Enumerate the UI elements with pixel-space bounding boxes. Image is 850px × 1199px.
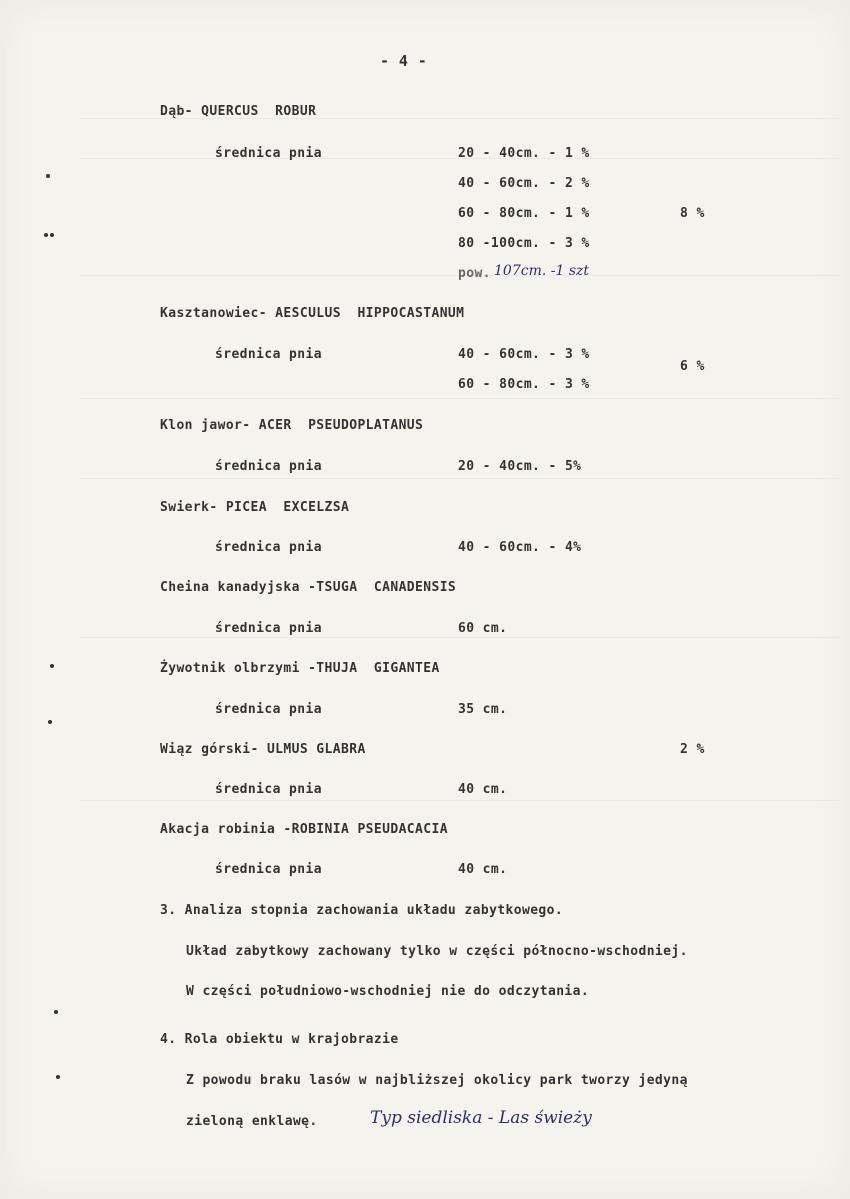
- handwritten-oak-note: 107cm. -1 szt: [494, 263, 590, 279]
- species-name-wych-elm: Wiąz górski- ULMUS GLABRA: [160, 742, 366, 757]
- species-name-hemlock: Cheina kanadyjska -TSUGA CANADENSIS: [160, 580, 457, 595]
- margin-mark: [44, 233, 48, 237]
- species-name-horse-chestnut: Kasztanowiec- AESCULUS HIPPOCASTANUM: [160, 306, 465, 321]
- species-name-oak: Dąb- QUERCUS ROBUR: [160, 104, 317, 119]
- show-through-line: [80, 800, 840, 801]
- diameter-range: 20 - 40cm. - 5%: [458, 459, 582, 474]
- section3-line1: Układ zabytkowy zachowany tylko w części północno-wschodniej.: [186, 944, 688, 959]
- diameter-value: 60 cm.: [458, 621, 508, 636]
- margin-mark: [46, 174, 50, 178]
- trunk-diameter-label: średnica pnia: [215, 621, 322, 636]
- species-name-giant-thuja: Żywotnik olbrzymi -THUJA GIGANTEA: [160, 661, 440, 676]
- diameter-range: 20 - 40cm. - 1 %: [458, 146, 590, 161]
- trunk-diameter-label: średnica pnia: [215, 782, 322, 797]
- species-total-percent: 2 %: [680, 742, 705, 757]
- diameter-range: 40 - 60cm. - 3 %: [458, 347, 590, 362]
- diameter-range: 80 -100cm. - 3 %: [458, 236, 590, 251]
- margin-mark: [50, 664, 54, 668]
- diameter-range: 40 - 60cm. - 2 %: [458, 176, 590, 191]
- species-total-percent: 6 %: [680, 359, 705, 374]
- page-number: - 4 -: [380, 52, 428, 70]
- diameter-range: 60 - 80cm. - 1 %: [458, 206, 590, 221]
- show-through-line: [80, 478, 840, 479]
- show-through-line: [80, 398, 840, 399]
- diameter-range: 40 - 60cm. - 4%: [458, 540, 582, 555]
- margin-mark: [48, 720, 52, 724]
- section3-line2: W części południowo-wschodniej nie do odczytania.: [186, 984, 590, 999]
- trunk-diameter-label: średnica pnia: [215, 540, 322, 555]
- diameter-value: 40 cm.: [458, 782, 508, 797]
- species-name-sycamore-maple: Klon jawor- ACER PSEUDOPLATANUS: [160, 418, 424, 433]
- trunk-diameter-label: średnica pnia: [215, 862, 322, 877]
- show-through-line: [80, 637, 840, 638]
- trunk-diameter-label: średnica pnia: [215, 459, 322, 474]
- margin-mark: [56, 1075, 60, 1079]
- diameter-value: 35 cm.: [458, 702, 508, 717]
- trunk-diameter-label: średnica pnia: [215, 347, 322, 362]
- diameter-range: 60 - 80cm. - 3 %: [458, 377, 590, 392]
- trunk-diameter-label: średnica pnia: [215, 146, 322, 161]
- section4-line2: zieloną enklawę.: [186, 1114, 318, 1129]
- margin-mark: [50, 233, 54, 237]
- margin-mark: [54, 1010, 58, 1014]
- trunk-diameter-label: średnica pnia: [215, 702, 322, 717]
- species-name-black-locust: Akacja robinia -ROBINIA PSEUDACACIA: [160, 822, 448, 837]
- diameter-value: 40 cm.: [458, 862, 508, 877]
- section4-heading: 4. Rola obiektu w krajobrazie: [160, 1032, 399, 1047]
- section4-line1: Z powodu braku lasów w najbliższej okolicy park tworzy jedyną: [186, 1073, 688, 1088]
- handwritten-habitat-note: Typ siedliska - Las świeży: [370, 1108, 592, 1128]
- over-prefix: pow.: [458, 266, 491, 281]
- section3-heading: 3. Analiza stopnia zachowania układu zabytkowego.: [160, 903, 564, 918]
- species-name-spruce: Swierk- PICEA EXCELZSA: [160, 500, 350, 515]
- species-total-percent: 8 %: [680, 206, 705, 221]
